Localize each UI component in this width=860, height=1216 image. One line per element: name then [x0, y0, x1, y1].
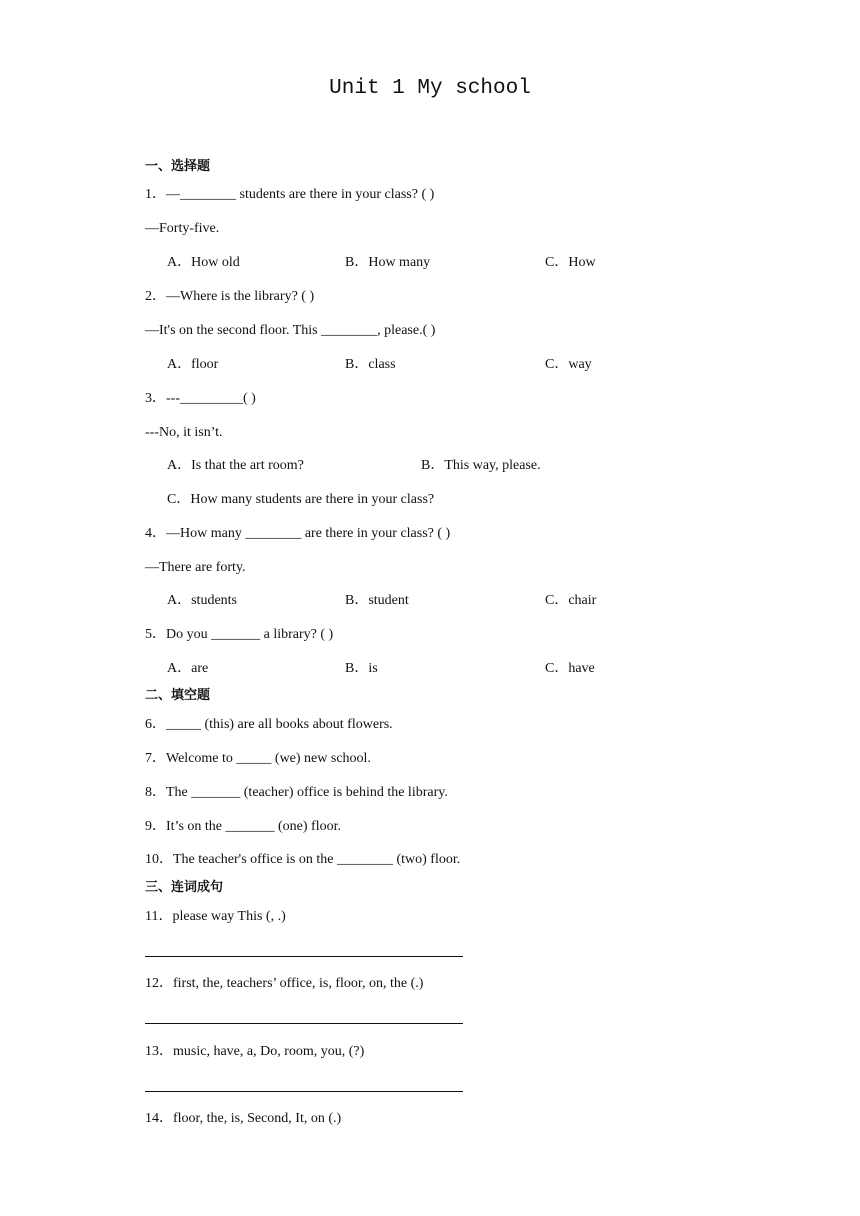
question-2-dialogue: —It's on the second floor. This ________, please.( ) — [145, 323, 436, 338]
answer-blank: _______ — [211, 627, 261, 642]
answer-blank: ________ — [336, 852, 393, 867]
question-number: 4． — [145, 526, 166, 541]
question-number: 14． — [145, 1111, 173, 1126]
question-11: 11．please way This (, .) — [145, 909, 286, 924]
question-6: 6．_____ (this) are all books about flowers. — [145, 717, 393, 732]
question-3-dialogue: ---No, it isn’t. — [145, 425, 223, 440]
section-heading-fill-in: 二、填空题 — [145, 688, 211, 703]
answer-blank: _________ — [180, 391, 243, 406]
question-3: 3．---_________( ) — [145, 391, 256, 406]
question-number: 10． — [145, 852, 173, 867]
question-12: 12．first, the, teachers’ office, is, floor, on, the (.) — [145, 976, 424, 991]
option-b: B．How many — [345, 255, 431, 270]
question-number: 3． — [145, 391, 166, 406]
question-number: 7． — [145, 751, 166, 766]
question-number: 1． — [145, 187, 166, 202]
question-14: 14．floor, the, is, Second, It, on (.) — [145, 1111, 342, 1126]
option-a: A．How old — [167, 255, 240, 270]
answer-blank: ________ — [245, 526, 302, 541]
option-c: C．way — [545, 357, 592, 372]
question-4-dialogue: —There are forty. — [145, 560, 246, 575]
question-1: 1．—________ students are there in your class? ( ) — [145, 187, 435, 202]
answer-line — [145, 1023, 463, 1024]
question-5: 5．Do you _______ a library? ( ) — [145, 627, 334, 642]
section-heading-choice: 一、选择题 — [145, 159, 211, 174]
question-number: 6． — [145, 717, 166, 732]
question-number: 8． — [145, 785, 166, 800]
option-a: A．students — [167, 593, 237, 608]
answer-blank: _______ — [225, 819, 275, 834]
question-13: 13．music, have, a, Do, room, you, (?) — [145, 1044, 365, 1059]
section-heading-sentence-building: 三、连词成句 — [145, 880, 224, 895]
answer-blank: _____ — [236, 751, 272, 766]
option-a: A．floor — [167, 357, 219, 372]
question-number: 12． — [145, 976, 173, 991]
option-b: B．is — [345, 661, 378, 676]
option-c: C．chair — [545, 593, 597, 608]
option-a: A．Is that the art room? — [167, 458, 304, 473]
answer-blank: _____ — [166, 717, 201, 732]
question-number: 9． — [145, 819, 166, 834]
question-7: 7．Welcome to _____ (we) new school. — [145, 751, 371, 766]
answer-blank: _______ — [191, 785, 241, 800]
option-c: C．How many students are there in your class? — [167, 492, 435, 507]
option-b: B．class — [345, 357, 396, 372]
option-b: B．student — [345, 593, 409, 608]
answer-blank: ________ — [321, 323, 378, 338]
question-10: 10．The teacher's office is on the ________ (two) floor. — [145, 852, 461, 867]
option-c: C．have — [545, 661, 595, 676]
option-a: A．are — [167, 661, 209, 676]
answer-line — [145, 956, 463, 957]
option-c: C．How — [545, 255, 596, 270]
question-number: 5． — [145, 627, 166, 642]
question-8: 8．The _______ (teacher) office is behind the library. — [145, 785, 448, 800]
answer-blank: ________ — [180, 187, 236, 202]
question-number: 11． — [145, 909, 173, 924]
question-9: 9．It’s on the _______ (one) floor. — [145, 819, 341, 834]
answer-line — [145, 1091, 463, 1092]
question-1-dialogue: —Forty-five. — [145, 221, 220, 236]
question-2: 2．—Where is the library? ( ) — [145, 289, 315, 304]
question-number: 13． — [145, 1044, 173, 1059]
page-title: Unit 1 My school — [329, 77, 531, 100]
question-number: 2． — [145, 289, 166, 304]
option-b: B．This way, please. — [421, 458, 541, 473]
question-4: 4．—How many ________ are there in your class? ( ) — [145, 526, 451, 541]
